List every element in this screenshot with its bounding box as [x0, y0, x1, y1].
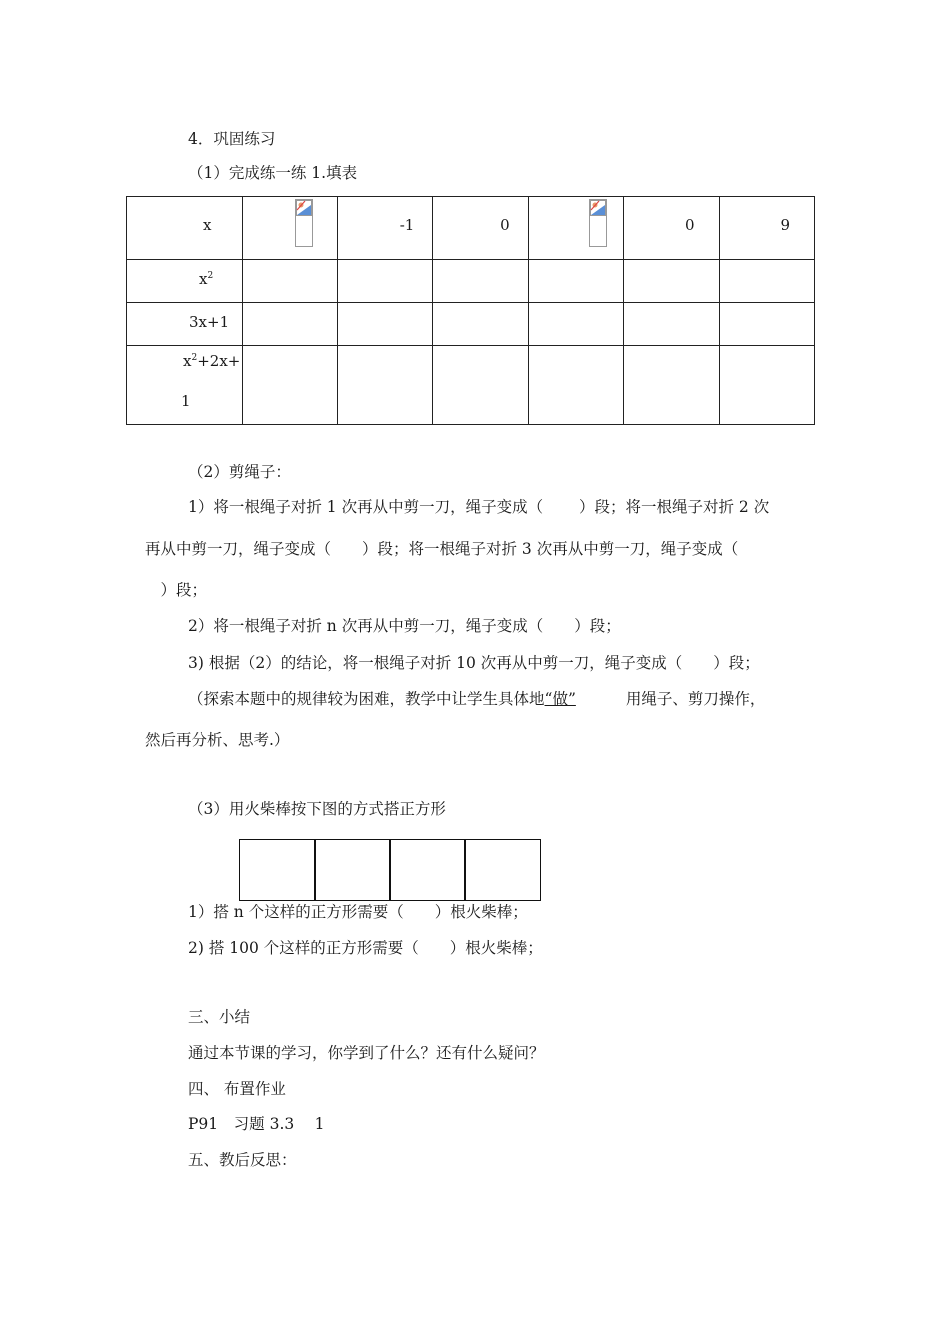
x-value-cell: 0 — [624, 197, 719, 260]
summary-text: 通过本节课的学习，你学到了什么？还有什么疑问？ — [188, 1044, 545, 1062]
matchstick-square — [314, 839, 391, 901]
rope-question-1-line-3: ）段； — [145, 581, 208, 599]
homework-text: P91 习题 3.3 1 — [188, 1115, 325, 1133]
summary-heading: 三、小结 — [188, 1008, 251, 1026]
x-value-cell — [528, 197, 623, 260]
rope-question-1-line-1: 1）将一根绳子对折 1 次再从中剪一刀，绳子变成（ ）段；将一根绳子对折 2 次 — [188, 498, 770, 516]
broken-image-icon — [589, 199, 607, 247]
row-label-3x-plus-1: 3x+1 — [127, 303, 243, 346]
table-row — [127, 346, 815, 425]
table-row — [127, 303, 815, 346]
row-label-x: x — [127, 197, 243, 260]
table-row — [127, 260, 815, 303]
teaching-note-line-2: 然后再分析、思考.） — [145, 731, 290, 749]
matchstick-square — [464, 839, 541, 901]
matchstick-square — [239, 839, 316, 901]
row-label-x-squared-plus-2x-plus-1: $x^2+2x+$ 1 — [127, 346, 243, 425]
table-row — [127, 197, 815, 260]
x-value-cell: 0 — [433, 197, 528, 260]
matchstick-square — [389, 839, 466, 901]
x-value-cell: 9 — [719, 197, 814, 260]
broken-image-icon — [295, 199, 313, 247]
rope-question-1-line-2: 再从中剪一刀，绳子变成（ ）段；将一根绳子对折 3 次再从中剪一刀，绳子变成（ — [145, 540, 739, 558]
teaching-note: （探索本题中的规律较为困难，教学中让学生具体地“做” 用绳子、剪刀操作， — [188, 690, 766, 708]
homework-heading: 四、 布置作业 — [188, 1080, 286, 1098]
section-heading: 4．巩固练习 — [188, 130, 276, 148]
matches-question-2: 2) 搭 100 个这样的正方形需要（ ）根火柴棒； — [188, 939, 543, 957]
fill-in-table — [126, 196, 815, 425]
x-value-cell: -1 — [337, 197, 432, 260]
matchstick-squares-figure — [239, 839, 541, 901]
rope-title: （2）剪绳子： — [188, 463, 291, 481]
matches-question-1: 1）搭 n 个这样的正方形需要（ ）根火柴棒； — [188, 903, 528, 921]
matches-title: （3）用火柴棒按下图的方式搭正方形 — [188, 800, 446, 818]
row-label-x-squared: $x^2$ — [127, 260, 243, 303]
x-value-cell — [242, 197, 337, 260]
question-1-title: （1）完成练一练 1.填表 — [188, 164, 358, 182]
rope-question-2: 2）将一根绳子对折 n 次再从中剪一刀，绳子变成（ ）段； — [188, 617, 621, 635]
reflection-heading: 五、教后反思： — [188, 1151, 297, 1169]
rope-question-3: 3) 根据（2）的结论，将一根绳子对折 10 次再从中剪一刀，绳子变成（ ）段； — [188, 654, 760, 672]
